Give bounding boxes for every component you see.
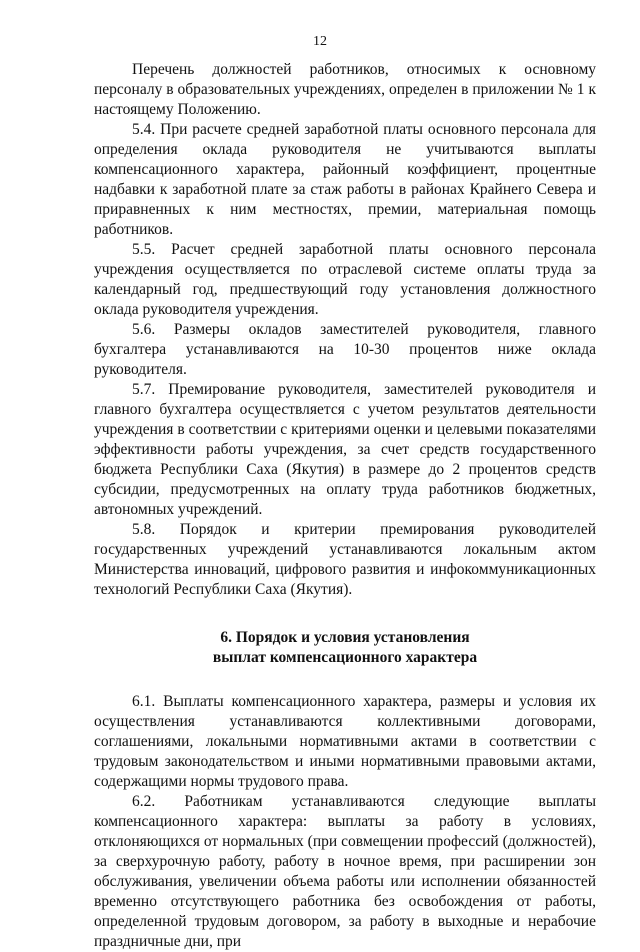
paragraph-6-1: 6.1. Выплаты компенсационного характера, размеры и условия их осуществления устанавливаются коллективными договорами, соглашениями, локальными нормативными актами в соответствии с трудовым законодательством и иными нормативными правовыми актами, содержащими нормы трудового права. (94, 693, 596, 790)
paragraph-5-4: 5.4. При расчете средней заработной платы основного персонала для определения оклада руководителя не учитываются выплаты компенсационного характера, районный коэффициент, процентные надбавки к заработной плате за стаж работы в районах Крайнего Севера и приравненных к ним местностях, премии, материальная помощь работников. (94, 121, 596, 238)
paragraph-5-7: 5.7. Премирование руководителя, заместителей руководителя и главного бухгалтера осуществляется с учетом результатов деятельности учреждения в соответствии с критериями оценки и целевыми показателями эффективности работы учреждения, за счет средств государственного бюджета Республики Саха (Якутия) в размере до 2 процентов средств субсидии, предусмотренных на оплату труда работников бюджетных, автономных учреждений. (94, 381, 596, 518)
paragraph-positions-list: Перечень должностей работников, относимых к основному персоналу в образовательных учреждениях, определен в приложении № 1 к настоящему Положению. (94, 61, 596, 118)
section-heading-line-1: 6. Порядок и условия установления (220, 629, 470, 646)
paragraph-5-8: 5.8. Порядок и критерии премирования руководителей государственных учреждений устанавливаются локальным актом Министерства инноваций, цифрового развития и инфокоммуникационных технологий Республики Саха (Якутия). (94, 521, 596, 598)
paragraph-5-6: 5.6. Размеры окладов заместителей руководителя, главного бухгалтера устанавливаются на 10-30 процентов ниже оклада руководителя. (94, 321, 596, 378)
section-6-heading (94, 628, 596, 668)
paragraph-6-2: 6.2. Работникам устанавливаются следующие выплаты компенсационного характера: выплаты за работу в условиях, отклоняющихся от нормальных (при совмещении профессий (должностей), за сверхурочную работу, работу в ночное время, при расширении зон обслуживания, увеличении объема работы или исполнении обязанностей временно отсутствующего работника без освобождения от работы, определенной трудовым договором, за работу в выходные и нерабочие праздничные дни, при (94, 793, 596, 950)
document-body (94, 60, 596, 952)
page-number: 12 (313, 34, 327, 49)
section-heading-line-2: выплат компенсационного характера (212, 649, 478, 666)
paragraph-5-5: 5.5. Расчет средней заработной платы основного персонала учреждения осуществляется по отраслевой системе оплаты труда за календарный год, предшествующий году установления должностного оклада руководителя учреждения. (94, 241, 596, 318)
